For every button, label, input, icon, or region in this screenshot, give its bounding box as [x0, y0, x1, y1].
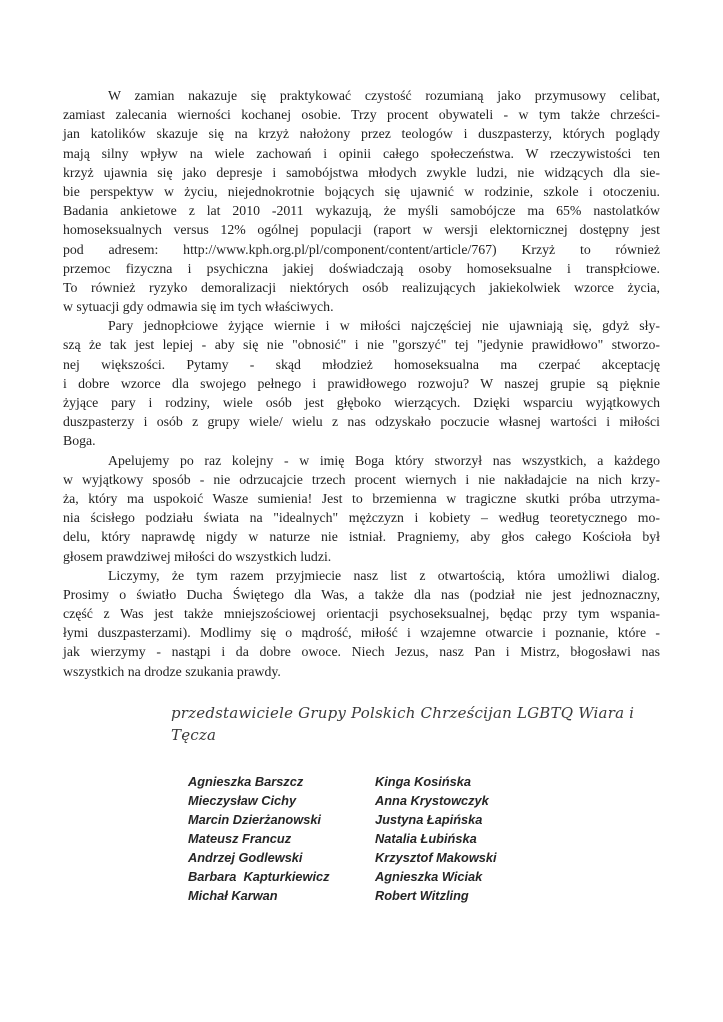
signature-line: przedstawiciele Grupy Polskich Chrześcijan LGBTQ Wiara i Tęcza: [171, 703, 635, 744]
text-line: łymi duszpasterzami). Modlimy się o mądrość, miłość i wzajemne otwarcie i poznanie, które -: [63, 625, 660, 641]
text-line: Badania ankietowe z lat 2010 -2011 wykazują, że myśli samobójcze ma 65% nastolatków: [63, 203, 660, 219]
signatory-name: Michał Karwan: [188, 887, 278, 903]
text-line: Prosimy o światło Ducha Świętego dla Was, a także dla nas (podział nie jest jednoznaczny,: [63, 586, 660, 602]
text-line: jan katolików skazuje się na krzyż nałożony przez teologów i duszpasterzy, których poglądy: [63, 126, 660, 142]
text-line: przemoc fizyczna i psychiczna jakiej doświadczają osoby homoseksualne i transpłciowe.: [63, 260, 660, 276]
text-line: część z Was jest także mniejszościowej orientacji psychoseksualnej, będąc przy tym wspania-: [63, 606, 660, 622]
text-line: mają silny wpływ na wiele zachowań i opinii całego społeczeństwa. W rzeczywistości ten: [63, 145, 660, 161]
paragraph: [63, 86, 660, 316]
signatory-name: Andrzej Godlewski: [188, 849, 303, 865]
text-line: Apelujemy po raz kolejny - w imię Boga który stworzył nas wszystkich, a każdego: [108, 452, 660, 468]
text-line: delu, który naprawdę nigdy w naturze nie istniał. Pragniemy, aby głos całego Kościoła był: [63, 529, 660, 545]
paragraph: [63, 451, 660, 566]
text-line: Boga.: [63, 433, 96, 449]
text-line: szą że tak jest lepiej - aby się nie "obnosić" i nie "gorszyć" tej "jedynie prawidłowo" stworzo-: [63, 337, 660, 353]
text-line: głosem prawdziwej miłości do wszystkich ludzi.: [63, 548, 332, 564]
signatory-name: Natalia Łubińska: [375, 830, 477, 846]
signatory-row: [188, 886, 660, 905]
text-line: krzyż ujawnia się jako depresje i samobójstwa młodych zwykle ludzi, nie widzących dla sie-: [63, 164, 660, 180]
signatory-name: Robert Witzling: [375, 887, 469, 903]
text-line: zamiast zalecania wierności kochanej osobie. Trzy procent obywateli - w tym także chrześci-: [63, 107, 660, 123]
signatory-row: [188, 810, 660, 829]
text-line: Liczymy, że tym razem przyjmiecie nasz list z otwartością, która umożliwi dialog.: [108, 567, 660, 583]
text-line: wszystkich na drodze szukania prawdy.: [63, 663, 281, 679]
text-line: żyjące pary i rodziny, wiele osób jest głęboko wierzących. Dzięki wsparciu wyjątkowych: [63, 395, 660, 410]
text-line: Pary jednopłciowe żyjące wiernie i w miłości najczęściej nie ujawniają się, gdyż sły-: [108, 318, 660, 334]
text-line: homoseksualnych versus 12% ogólnej populacji (raport w wersji elektornicznej dostępny jest: [63, 222, 660, 238]
signatory-row: [188, 848, 660, 867]
letter-content: [63, 86, 660, 905]
text-line: nej większości. Pytamy - skąd młodzież homoseksualna ma czerpać akceptację: [63, 356, 660, 372]
signatory-row: [188, 791, 660, 810]
text-line: w sytuacji gdy odmawia się im tych właściwych.: [63, 299, 334, 315]
text-line: bie perspektyw w życiu, niejednokrotnie bojących się ujawnić w rodzinie, szkole i otoczeniu.: [63, 183, 660, 199]
signatory-name: Mateusz Francuz: [188, 830, 292, 846]
signatory-name: Agnieszka Wiciak: [375, 868, 483, 884]
paragraph: [63, 566, 660, 681]
letter-body: [63, 86, 660, 681]
signatory-row: [188, 772, 660, 791]
signatory-name: Krzysztof Makowski: [375, 849, 497, 865]
signatory-name: Kinga Kosińska: [375, 773, 472, 789]
signatory-name: Anna Krystowczyk: [375, 792, 489, 808]
text-line: ża, który ma uspokoić Wasze sumienia! Jest to brzemienna w tragiczne skutki próba utrzyma-: [63, 490, 660, 506]
signatory-name: Barbara Kapturkiewicz: [188, 868, 330, 884]
text-line: pod adresem: http://www.kph.org.pl/pl/component/content/article/767) Krzyż to również: [63, 241, 660, 257]
text-line: To również ryzyko demoralizacji niektórych osób realizujących jakiekolwiek wzorce życia,: [63, 279, 660, 295]
signatory-name: Justyna Łapińska: [375, 811, 483, 827]
signatory-row: [188, 867, 660, 886]
text-line: nia ścisłego podziału świata na "idealnych" mężczyzn i kobiety – według teoretycznego mo-: [63, 510, 660, 526]
text-line: jak wierzymy - nastąpi i da dobre owoce. Niech Jezus, nasz Pan i Mistrz, błogosławi nas: [63, 644, 660, 660]
text-line: duszpasterzy i osób z grupy wiele/ wielu z nas odzyskało poczucie własnej wartości i miłości: [63, 414, 660, 430]
signatory-name: Marcin Dzierżanowski: [188, 811, 321, 827]
text-line: w wyjątkowy sposób - nie odrzucajcie trzech procent wiernych i nie nakładajcie na nich krzy-: [63, 471, 660, 487]
signatory-row: [188, 829, 660, 848]
signatory-name: Mieczysław Cichy: [188, 792, 297, 808]
paragraph: [63, 316, 660, 450]
signatory-name: Agnieszka Barszcz: [188, 773, 304, 789]
signatories-list: [63, 772, 660, 905]
text-line: i dobre wzorce dla swojego pełnego i prawidłowego rozwoju? W naszej grupie są pięknie: [63, 375, 660, 391]
text-line: W zamian nakazuje się praktykować czystość rozumianą jako przymusowy celibat,: [108, 88, 660, 103]
